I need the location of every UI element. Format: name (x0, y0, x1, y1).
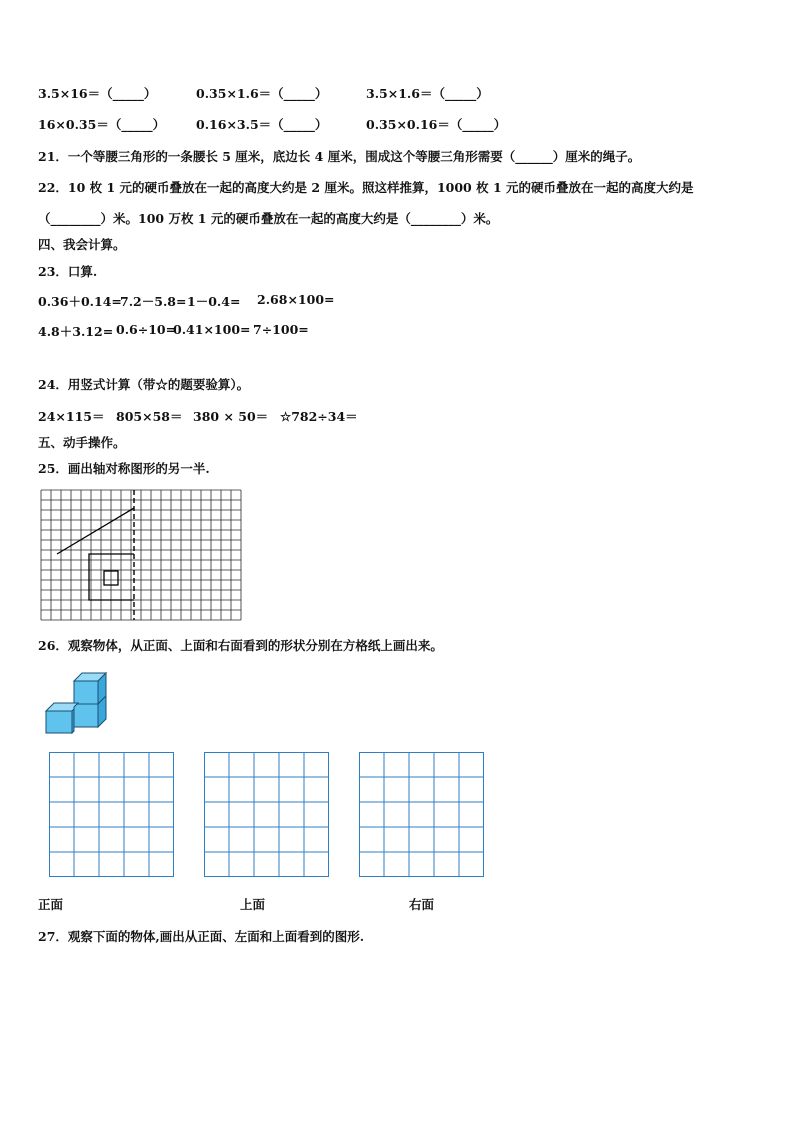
question-22-line2: （________）米。100 万枚 1 元的硬币叠放在一起的高度大约是（________）米。 (38, 211, 499, 226)
calc-0-35x0-16: 0.35×0.16＝（_____） (366, 117, 507, 132)
vertical-calc: ☆782÷34＝ (280, 409, 358, 424)
oral-calc: 0.36＋0.14= (38, 294, 122, 309)
vertical-calc: 380 × 50＝ (193, 409, 269, 424)
question-24: 24．用竖式计算（带☆的题要验算）。 (38, 377, 250, 392)
calc-3-5x1-6: 3.5×1.6＝（_____） (366, 86, 489, 101)
calc-3-5x16: 3.5×16＝（_____） (38, 86, 157, 101)
question-22-line1: 22．10 枚 1 元的硬币叠放在一起的高度大约是 2 厘米。照这样推算，1000 枚 1 元的硬币叠放在一起的高度大约是 (38, 180, 694, 195)
half-figure (57, 508, 134, 600)
label-right: 右面 (409, 897, 435, 912)
question-25: 25．画出轴对称图形的另一半. (38, 461, 210, 476)
grid-right (359, 752, 484, 877)
symmetry-grid (41, 490, 243, 620)
label-front: 正面 (38, 897, 64, 912)
oral-calc: 1－0.4= (187, 294, 241, 309)
section-5-heading: 五、动手操作。 (38, 435, 126, 450)
calc-0-35x1-6: 0.35×1.6＝（_____） (196, 86, 328, 101)
oral-calc: 4.8＋3.12= (38, 324, 114, 339)
section-4-heading: 四、我会计算。 (38, 237, 126, 252)
question-21: 21．一个等腰三角形的一条腰长 5 厘米，底边长 4 厘米，围成这个等腰三角形需要（______）厘米的绳子。 (38, 149, 641, 164)
grid-front (49, 752, 174, 877)
oral-calc: 7.2－5.8= (120, 294, 187, 309)
vertical-calc: 805×58＝ (116, 409, 183, 424)
vertical-calc: 24×115＝ (38, 409, 105, 424)
oral-calc: 7÷100= (253, 322, 309, 337)
calc-0-16x3-5: 0.16×3.5＝（_____） (196, 117, 328, 132)
question-27: 27．观察下面的物体,画出从正面、左面和上面看到的图形. (38, 929, 365, 944)
calc-16x0-35: 16×0.35＝（_____） (38, 117, 166, 132)
grid-top (204, 752, 329, 877)
oral-calc: 0.41×100= (173, 322, 251, 337)
oral-calc: 2.68×100= (257, 292, 335, 307)
label-top: 上面 (240, 897, 266, 912)
cubes-illustration (44, 672, 106, 734)
oral-calc: 0.6÷10= (116, 322, 177, 337)
question-23: 23．口算. (38, 264, 98, 279)
question-26: 26．观察物体，从正面、上面和右面看到的形状分别在方格纸上画出来。 (38, 638, 443, 653)
